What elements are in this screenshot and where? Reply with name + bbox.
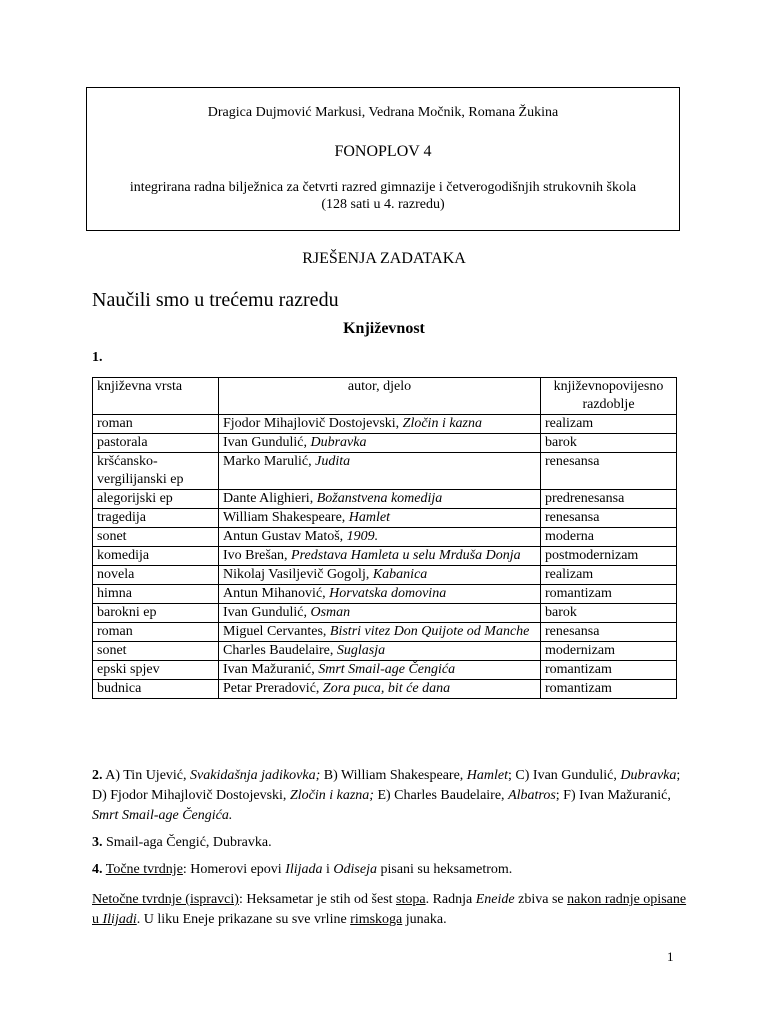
heading-literature: Književnost: [343, 320, 425, 337]
cell-genre: sonet: [93, 528, 219, 547]
cell-author-work: [219, 566, 541, 585]
text-run: . Radnja: [425, 892, 476, 907]
task-3-num: 3.: [92, 835, 103, 850]
cell-period: moderna: [541, 528, 677, 547]
cell-period: predrenesansa: [541, 490, 677, 509]
cell-genre: alegorijski ep: [93, 490, 219, 509]
text-run: pisani su heksametrom.: [376, 862, 513, 877]
text-run: Ilijada: [285, 862, 323, 877]
false-statements-text: [92, 892, 686, 927]
header-box: [86, 87, 680, 231]
cell-genre: komedija: [93, 547, 219, 566]
table-row: [93, 604, 677, 623]
author: Ivo Brešan,: [223, 548, 292, 563]
true-statements-text: [183, 862, 512, 877]
cell-period: romantizam: [541, 661, 677, 680]
cell-period: realizam: [541, 566, 677, 585]
cell-period: renesansa: [541, 509, 677, 528]
table-row: [93, 623, 677, 642]
work-title: Božanstvena komedija: [316, 491, 443, 506]
author: Ivan Gundulić,: [223, 435, 311, 450]
cell-period: realizam: [541, 415, 677, 434]
text-run: ; C) Ivan Gundulić,: [508, 768, 621, 783]
task-4-num: 4.: [92, 862, 103, 877]
work-title: Suglasja: [336, 643, 386, 658]
subtitle-line-1: integrirana radna bilježnica za četvrti razred gimnazije i četverogodišnjih strukovnih škola: [129, 180, 637, 195]
work-title: Zločin i kazna: [402, 416, 483, 431]
table-row: [93, 585, 677, 604]
cell-period: barok: [541, 604, 677, 623]
work-title: Kabanica: [372, 567, 428, 582]
author: Antun Mihanović,: [223, 586, 330, 601]
cell-genre: sonet: [93, 642, 219, 661]
table-header-row: [93, 378, 677, 415]
cell-author-work: [219, 642, 541, 661]
cell-genre: barokni ep: [93, 604, 219, 623]
task-1-label: 1.: [92, 350, 103, 365]
section-title: RJEŠENJA ZADATAKA: [302, 250, 466, 267]
cell-author-work: [219, 623, 541, 642]
work-title: Zora puca, bit će dana: [322, 681, 451, 696]
book-subtitle: [87, 179, 679, 213]
table-row: [93, 509, 677, 528]
cell-genre: budnica: [93, 680, 219, 699]
text-run: Odiseja: [333, 862, 377, 877]
cell-period: renesansa: [541, 453, 677, 490]
work-title: Predstava Hamleta u selu Mrduša Donja: [291, 548, 521, 563]
cell-genre: epski spjev: [93, 661, 219, 680]
text-run: ; F) Ivan Mažuranić,: [555, 788, 671, 803]
cell-author-work: [219, 547, 541, 566]
table-row: [93, 415, 677, 434]
text-run: . U liku Eneje prikazane su sve vrline: [136, 912, 351, 927]
text-run: nakon radnje opisane u: [92, 892, 687, 927]
cell-genre: roman: [93, 623, 219, 642]
text-run: Svakidašnja jadikovka;: [190, 768, 321, 783]
cell-author-work: [219, 661, 541, 680]
cell-author-work: [219, 490, 541, 509]
authors: Dragica Dujmović Markusi, Vedrana Močnik, Romana Žukina: [207, 105, 559, 120]
table-body: [93, 415, 677, 699]
task-2: [92, 766, 692, 826]
text-run: Eneide: [475, 892, 515, 907]
table-row: [93, 528, 677, 547]
text-run: Albatros: [508, 788, 556, 803]
text-run: i: [322, 862, 334, 877]
cell-author-work: [219, 509, 541, 528]
work-title: Horvatska domovina: [329, 586, 447, 601]
header-author-work: autor, djelo: [219, 378, 541, 415]
cell-period: renesansa: [541, 623, 677, 642]
task-2-text: [92, 768, 680, 823]
true-statements-label: Točne tvrdnje: [105, 862, 183, 877]
author: Miguel Cervantes,: [223, 624, 330, 639]
text-run: ; D) Fjodor Mihajlovič Dostojevski,: [92, 768, 681, 803]
text-run: A) Tin Ujević,: [102, 768, 191, 783]
task-4-true: [92, 860, 692, 880]
table-row: [93, 547, 677, 566]
cell-author-work: [219, 585, 541, 604]
author: Antun Gustav Matoš,: [223, 529, 347, 544]
cell-author-work: [219, 604, 541, 623]
cell-period: postmodernizam: [541, 547, 677, 566]
header-period: književnopovijesno razdoblje: [541, 378, 677, 415]
text-run: Zločin i kazna;: [289, 788, 374, 803]
literature-table: [92, 377, 677, 699]
task-3: [92, 833, 692, 853]
cell-genre: tragedija: [93, 509, 219, 528]
table-row: [93, 490, 677, 509]
text-run: : Homerovi epovi: [182, 862, 286, 877]
text-run: B) William Shakespeare,: [320, 768, 467, 783]
page-number: 1: [667, 949, 674, 964]
text-run: Ilijadi: [102, 912, 137, 927]
table-row: [93, 642, 677, 661]
cell-genre: roman: [93, 415, 219, 434]
author: Nikolaj Vasiljevič Gogolj,: [223, 567, 373, 582]
cell-period: romantizam: [541, 585, 677, 604]
work-title: Bistri vitez Don Quijote od Manche: [329, 624, 530, 639]
text-run: E) Charles Baudelaire,: [373, 788, 509, 803]
task-3-text: Smail-aga Čengić, Dubravka.: [102, 835, 272, 850]
header-genre: književna vrsta: [93, 378, 219, 415]
cell-genre: novela: [93, 566, 219, 585]
work-title: 1909.: [346, 529, 379, 544]
cell-genre: kršćansko-vergilijanski ep: [93, 453, 219, 490]
table-row: [93, 434, 677, 453]
cell-genre: pastorala: [93, 434, 219, 453]
text-run: Netočne tvrdnje (ispravci): [92, 892, 239, 907]
cell-period: modernizam: [541, 642, 677, 661]
book-title: FONOPLOV 4: [334, 143, 432, 160]
work-title: Hamlet: [348, 510, 390, 525]
work-title: Smrt Smail-age Čengića: [318, 662, 456, 677]
cell-author-work: [219, 528, 541, 547]
subtitle-line-2: (128 sati u 4. razredu): [321, 197, 445, 212]
author: William Shakespeare,: [223, 510, 349, 525]
author: Petar Preradović,: [223, 681, 323, 696]
text-run: Dubravka: [620, 768, 677, 783]
table-row: [93, 566, 677, 585]
cell-author-work: [219, 415, 541, 434]
cell-period: romantizam: [541, 680, 677, 699]
author: Charles Baudelaire,: [223, 643, 337, 658]
task-4-false: [92, 890, 692, 930]
text-run: zbiva se: [514, 892, 568, 907]
author: Dante Alighieri,: [223, 491, 317, 506]
table-row: [93, 661, 677, 680]
table-row: [93, 453, 677, 490]
task-2-num: 2.: [92, 768, 103, 783]
author: Fjodor Mihajlovič Dostojevski,: [223, 416, 403, 431]
cell-author-work: [219, 434, 541, 453]
cell-genre: himna: [93, 585, 219, 604]
table-row: [93, 680, 677, 699]
cell-author-work: [219, 680, 541, 699]
work-title: Dubravka: [310, 435, 367, 450]
text-run: rimskoga: [350, 912, 403, 927]
author: Marko Marulić,: [223, 454, 316, 469]
text-run: junaka.: [402, 912, 447, 927]
work-title: Osman: [310, 605, 351, 620]
author: Ivan Gundulić,: [223, 605, 311, 620]
cell-period: barok: [541, 434, 677, 453]
text-run: stopa: [396, 892, 426, 907]
cell-author-work: [219, 453, 541, 490]
text-run: Hamlet: [466, 768, 509, 783]
heading-third-grade: Naučili smo u trećemu razredu: [92, 289, 339, 311]
text-run: Smrt Smail-age Čengića.: [92, 808, 233, 823]
author: Ivan Mažuranić,: [223, 662, 319, 677]
text-run: : Heksametar je stih od šest: [238, 892, 397, 907]
work-title: Judita: [315, 454, 351, 469]
